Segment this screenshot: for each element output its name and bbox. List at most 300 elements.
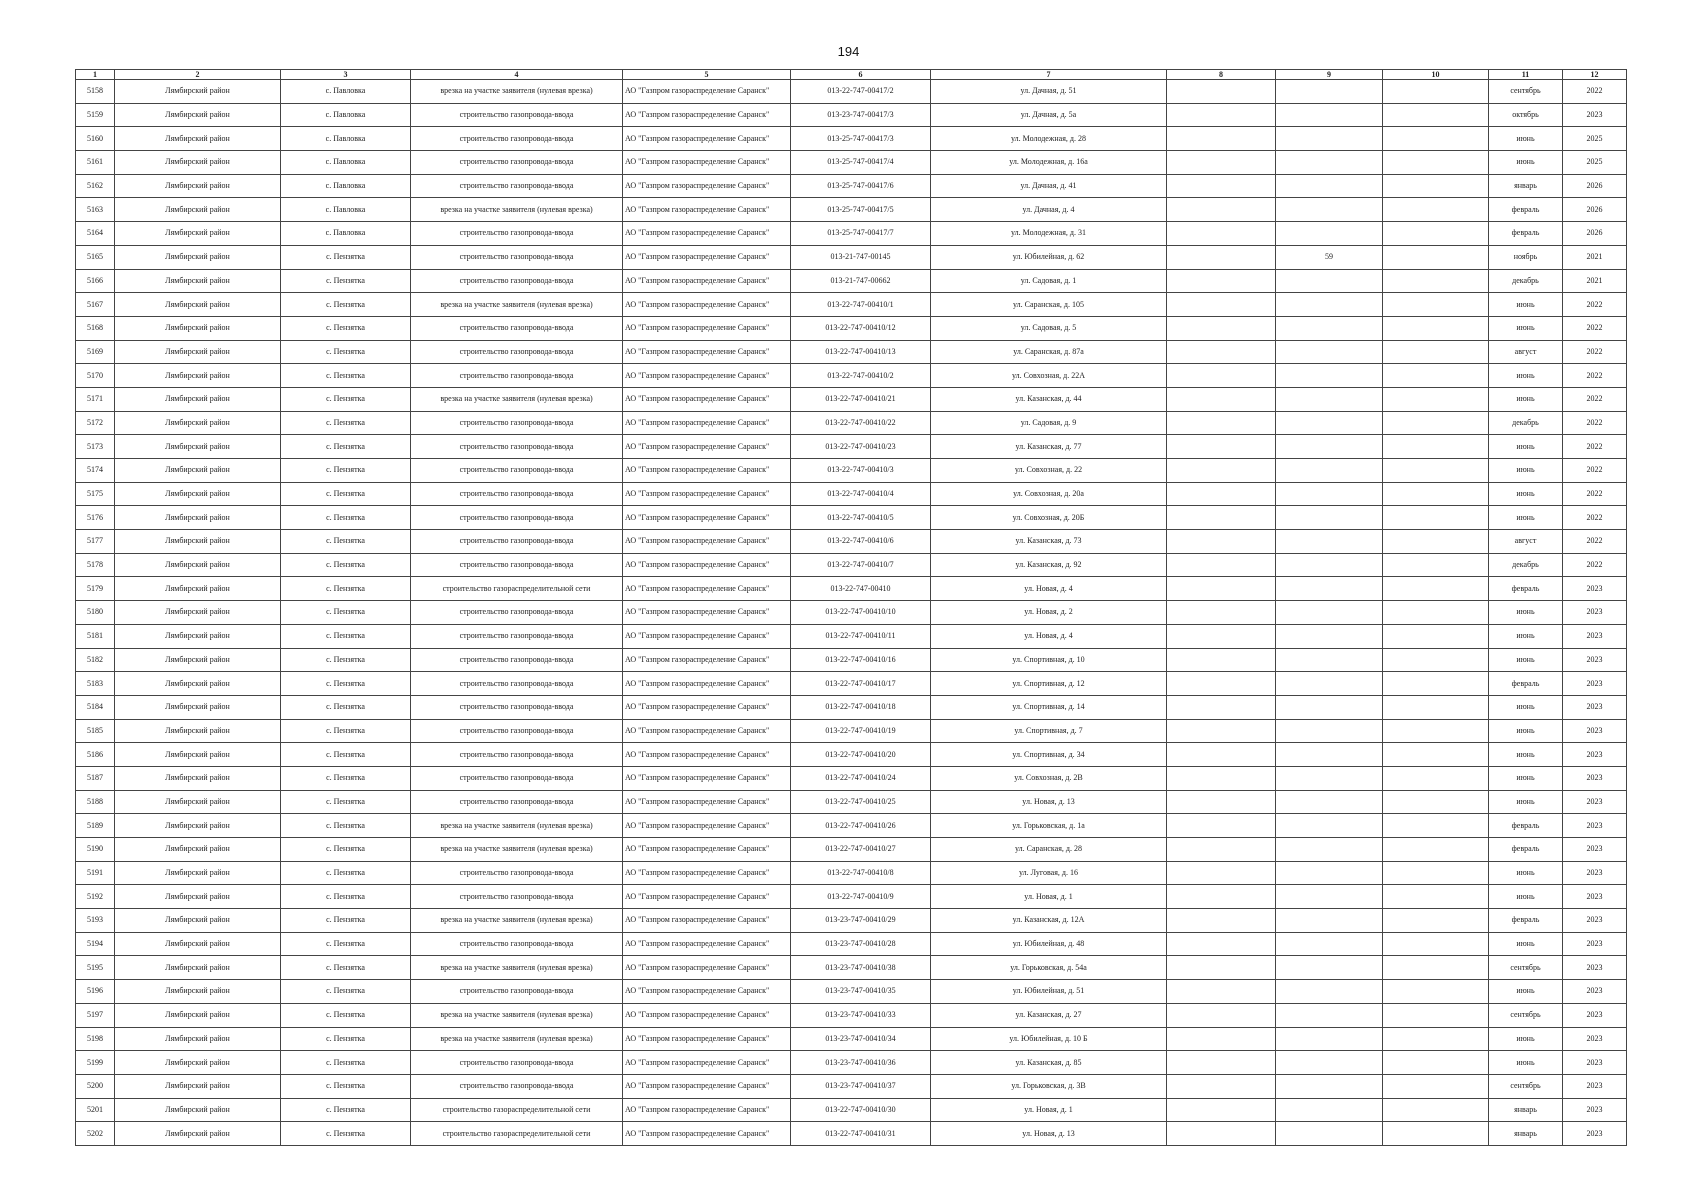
table-row [76, 790, 1627, 814]
table-cell-col-6: 013-25-747-00417/5 [791, 198, 931, 222]
table-cell-col-2: Лямбирский район [115, 1003, 281, 1027]
table-cell-col-8 [1167, 885, 1276, 909]
table-cell-col-12: 2023 [1563, 601, 1627, 625]
table-cell-col-11: июнь [1489, 506, 1563, 530]
table-cell-col-5: АО "Газпром газораспределение Саранск" [623, 506, 791, 530]
table-cell-col-3: с. Пензятка [281, 245, 411, 269]
table-cell-col-7: ул. Новая, д. 13 [931, 790, 1167, 814]
table-cell-col-12: 2025 [1563, 127, 1627, 151]
table-cell-col-2: Лямбирский район [115, 601, 281, 625]
table-cell-col-2: Лямбирский район [115, 695, 281, 719]
table-cell-col-8 [1167, 1098, 1276, 1122]
table-cell-col-4: строительство газопровода-ввода [411, 411, 623, 435]
registry-table [75, 69, 1627, 1146]
table-cell-col-11: сентябрь [1489, 1003, 1563, 1027]
table-cell-col-5: АО "Газпром газораспределение Саранск" [623, 814, 791, 838]
table-cell-col-1: 5181 [76, 624, 115, 648]
table-cell-col-1: 5167 [76, 293, 115, 317]
table-cell-col-10 [1383, 814, 1489, 838]
table-cell-col-2: Лямбирский район [115, 909, 281, 933]
column-header-1: 1 [76, 70, 115, 80]
table-cell-col-8 [1167, 1051, 1276, 1075]
table-cell-col-9 [1276, 269, 1383, 293]
table-cell-col-9 [1276, 885, 1383, 909]
table-cell-col-1: 5185 [76, 719, 115, 743]
table-row [76, 861, 1627, 885]
table-cell-col-5: АО "Газпром газораспределение Саранск" [623, 293, 791, 317]
table-cell-col-3: с. Пензятка [281, 435, 411, 459]
table-cell-col-2: Лямбирский район [115, 577, 281, 601]
table-cell-col-11: январь [1489, 1122, 1563, 1146]
table-cell-col-11: июнь [1489, 1027, 1563, 1051]
table-cell-col-3: с. Пензятка [281, 885, 411, 909]
table-cell-col-8 [1167, 245, 1276, 269]
table-row [76, 245, 1627, 269]
table-cell-col-10 [1383, 980, 1489, 1004]
table-cell-col-4: строительство газопровода-ввода [411, 624, 623, 648]
table-cell-col-1: 5166 [76, 269, 115, 293]
table-cell-col-4: строительство газопровода-ввода [411, 1074, 623, 1098]
table-cell-col-12: 2022 [1563, 530, 1627, 554]
table-cell-col-2: Лямбирский район [115, 506, 281, 530]
table-cell-col-6: 013-22-747-00410/19 [791, 719, 931, 743]
table-row [76, 695, 1627, 719]
table-cell-col-9: 59 [1276, 245, 1383, 269]
table-cell-col-12: 2022 [1563, 482, 1627, 506]
table-cell-col-3: с. Пензятка [281, 719, 411, 743]
table-cell-col-11: февраль [1489, 672, 1563, 696]
table-row [76, 411, 1627, 435]
table-cell-col-9 [1276, 459, 1383, 483]
table-cell-col-4: строительство газопровода-ввода [411, 127, 623, 151]
table-cell-col-1: 5197 [76, 1003, 115, 1027]
table-cell-col-12: 2023 [1563, 672, 1627, 696]
table-cell-col-4: строительство газопровода-ввода [411, 601, 623, 625]
table-cell-col-6: 013-22-747-00410 [791, 577, 931, 601]
table-cell-col-10 [1383, 530, 1489, 554]
table-cell-col-5: АО "Газпром газораспределение Саранск" [623, 80, 791, 104]
table-cell-col-12: 2023 [1563, 1074, 1627, 1098]
table-cell-col-6: 013-22-747-00410/23 [791, 435, 931, 459]
table-cell-col-1: 5179 [76, 577, 115, 601]
table-cell-col-3: с. Пензятка [281, 506, 411, 530]
table-cell-col-1: 5202 [76, 1122, 115, 1146]
table-cell-col-11: февраль [1489, 909, 1563, 933]
table-cell-col-12: 2023 [1563, 861, 1627, 885]
table-cell-col-7: ул. Спортивная, д. 12 [931, 672, 1167, 696]
table-cell-col-8 [1167, 932, 1276, 956]
table-cell-col-10 [1383, 624, 1489, 648]
table-cell-col-10 [1383, 198, 1489, 222]
table-cell-col-2: Лямбирский район [115, 245, 281, 269]
table-cell-col-5: АО "Газпром газораспределение Саранск" [623, 530, 791, 554]
table-cell-col-7: ул. Молодежная, д. 31 [931, 222, 1167, 246]
table-cell-col-2: Лямбирский район [115, 530, 281, 554]
table-cell-col-7: ул. Юбилейная, д. 48 [931, 932, 1167, 956]
table-row [76, 719, 1627, 743]
table-cell-col-11: июнь [1489, 601, 1563, 625]
table-cell-col-11: февраль [1489, 222, 1563, 246]
table-cell-col-6: 013-22-747-00410/12 [791, 316, 931, 340]
table-cell-col-2: Лямбирский район [115, 411, 281, 435]
table-cell-col-10 [1383, 1122, 1489, 1146]
table-cell-col-11: август [1489, 340, 1563, 364]
table-cell-col-9 [1276, 198, 1383, 222]
table-cell-col-2: Лямбирский район [115, 364, 281, 388]
table-cell-col-12: 2021 [1563, 269, 1627, 293]
table-cell-col-7: ул. Садовая, д. 1 [931, 269, 1167, 293]
table-cell-col-3: с. Пензятка [281, 648, 411, 672]
table-cell-col-6: 013-22-747-00410/17 [791, 672, 931, 696]
table-cell-col-1: 5168 [76, 316, 115, 340]
table-cell-col-7: ул. Горьковская, д. 54а [931, 956, 1167, 980]
table-cell-col-3: с. Пензятка [281, 956, 411, 980]
table-cell-col-11: июнь [1489, 127, 1563, 151]
table-cell-col-11: октябрь [1489, 103, 1563, 127]
table-cell-col-3: с. Пензятка [281, 980, 411, 1004]
table-cell-col-8 [1167, 956, 1276, 980]
table-cell-col-10 [1383, 127, 1489, 151]
table-cell-col-12: 2023 [1563, 1003, 1627, 1027]
table-cell-col-5: АО "Газпром газораспределение Саранск" [623, 980, 791, 1004]
table-cell-col-9 [1276, 814, 1383, 838]
table-cell-col-2: Лямбирский район [115, 838, 281, 862]
table-cell-col-11: август [1489, 530, 1563, 554]
table-cell-col-1: 5163 [76, 198, 115, 222]
table-cell-col-6: 013-22-747-00417/2 [791, 80, 931, 104]
table-row [76, 885, 1627, 909]
table-cell-col-2: Лямбирский район [115, 151, 281, 175]
table-cell-col-3: с. Павловка [281, 151, 411, 175]
table-cell-col-11: июнь [1489, 743, 1563, 767]
table-cell-col-6: 013-22-747-00410/6 [791, 530, 931, 554]
table-cell-col-4: строительство газопровода-ввода [411, 719, 623, 743]
table-cell-col-12: 2023 [1563, 1027, 1627, 1051]
table-cell-col-7: ул. Новая, д. 2 [931, 601, 1167, 625]
table-cell-col-12: 2022 [1563, 553, 1627, 577]
table-cell-col-4: врезка на участке заявителя (нулевая врезка) [411, 293, 623, 317]
table-cell-col-8 [1167, 1027, 1276, 1051]
table-cell-col-1: 5189 [76, 814, 115, 838]
table-row [76, 648, 1627, 672]
table-cell-col-1: 5180 [76, 601, 115, 625]
table-cell-col-11: январь [1489, 174, 1563, 198]
table-cell-col-1: 5161 [76, 151, 115, 175]
table-cell-col-3: с. Пензятка [281, 340, 411, 364]
table-cell-col-11: июнь [1489, 695, 1563, 719]
table-cell-col-2: Лямбирский район [115, 482, 281, 506]
table-row [76, 316, 1627, 340]
table-cell-col-11: июнь [1489, 719, 1563, 743]
table-cell-col-3: с. Пензятка [281, 861, 411, 885]
table-cell-col-9 [1276, 1051, 1383, 1075]
table-cell-col-3: с. Пензятка [281, 269, 411, 293]
table-cell-col-6: 013-22-747-00410/30 [791, 1098, 931, 1122]
table-row [76, 198, 1627, 222]
table-cell-col-8 [1167, 838, 1276, 862]
table-cell-col-12: 2023 [1563, 1122, 1627, 1146]
table-cell-col-3: с. Пензятка [281, 577, 411, 601]
table-cell-col-4: строительство газопровода-ввода [411, 364, 623, 388]
table-cell-col-11: июнь [1489, 885, 1563, 909]
table-row [76, 577, 1627, 601]
table-cell-col-1: 5165 [76, 245, 115, 269]
table-cell-col-11: июнь [1489, 861, 1563, 885]
table-cell-col-1: 5170 [76, 364, 115, 388]
table-cell-col-10 [1383, 316, 1489, 340]
table-row [76, 364, 1627, 388]
table-cell-col-10 [1383, 174, 1489, 198]
table-cell-col-4: строительство газопровода-ввода [411, 245, 623, 269]
table-cell-col-4: строительство газопровода-ввода [411, 885, 623, 909]
table-cell-col-8 [1167, 814, 1276, 838]
table-cell-col-4: строительство газопровода-ввода [411, 648, 623, 672]
table-cell-col-10 [1383, 790, 1489, 814]
table-cell-col-4: строительство газопровода-ввода [411, 743, 623, 767]
table-cell-col-12: 2022 [1563, 293, 1627, 317]
table-cell-col-9 [1276, 956, 1383, 980]
table-cell-col-12: 2023 [1563, 1051, 1627, 1075]
table-cell-col-6: 013-25-747-00417/3 [791, 127, 931, 151]
table-cell-col-9 [1276, 909, 1383, 933]
table-cell-col-6: 013-23-747-00410/35 [791, 980, 931, 1004]
table-cell-col-7: ул. Спортивная, д. 34 [931, 743, 1167, 767]
table-cell-col-6: 013-22-747-00410/24 [791, 766, 931, 790]
table-cell-col-4: строительство газопровода-ввода [411, 506, 623, 530]
table-cell-col-10 [1383, 387, 1489, 411]
table-cell-col-8 [1167, 790, 1276, 814]
table-cell-col-5: АО "Газпром газораспределение Саранск" [623, 743, 791, 767]
table-cell-col-11: ноябрь [1489, 245, 1563, 269]
table-cell-col-6: 013-23-747-00410/38 [791, 956, 931, 980]
table-cell-col-4: строительство газопровода-ввода [411, 316, 623, 340]
column-header-10: 10 [1383, 70, 1489, 80]
table-cell-col-7: ул. Садовая, д. 9 [931, 411, 1167, 435]
table-cell-col-6: 013-22-747-00410/10 [791, 601, 931, 625]
table-cell-col-2: Лямбирский район [115, 814, 281, 838]
table-cell-col-8 [1167, 198, 1276, 222]
table-cell-col-4: врезка на участке заявителя (нулевая врезка) [411, 956, 623, 980]
table-cell-col-4: строительство газопровода-ввода [411, 103, 623, 127]
table-row [76, 80, 1627, 104]
table-cell-col-7: ул. Саранская, д. 28 [931, 838, 1167, 862]
table-row [76, 1098, 1627, 1122]
table-cell-col-1: 5201 [76, 1098, 115, 1122]
table-cell-col-1: 5198 [76, 1027, 115, 1051]
table-cell-col-5: АО "Газпром газораспределение Саранск" [623, 624, 791, 648]
table-cell-col-7: ул. Казанская, д. 85 [931, 1051, 1167, 1075]
table-cell-col-5: АО "Газпром газораспределение Саранск" [623, 695, 791, 719]
table-cell-col-10 [1383, 80, 1489, 104]
table-cell-col-7: ул. Новая, д. 13 [931, 1122, 1167, 1146]
table-cell-col-7: ул. Дачная, д. 51 [931, 80, 1167, 104]
table-cell-col-2: Лямбирский район [115, 103, 281, 127]
table-cell-col-2: Лямбирский район [115, 174, 281, 198]
table-row [76, 1122, 1627, 1146]
table-cell-col-10 [1383, 411, 1489, 435]
table-row [76, 293, 1627, 317]
table-cell-col-3: с. Пензятка [281, 790, 411, 814]
table-cell-col-10 [1383, 340, 1489, 364]
table-cell-col-1: 5173 [76, 435, 115, 459]
table-cell-col-11: июнь [1489, 459, 1563, 483]
table-cell-col-10 [1383, 719, 1489, 743]
table-cell-col-8 [1167, 530, 1276, 554]
table-cell-col-9 [1276, 790, 1383, 814]
table-row [76, 530, 1627, 554]
table-cell-col-7: ул. Садовая, д. 5 [931, 316, 1167, 340]
table-cell-col-8 [1167, 364, 1276, 388]
table-cell-col-12: 2022 [1563, 506, 1627, 530]
table-cell-col-5: АО "Газпром газораспределение Саранск" [623, 577, 791, 601]
table-cell-col-6: 013-22-747-00410/27 [791, 838, 931, 862]
table-cell-col-6: 013-21-747-00145 [791, 245, 931, 269]
column-header-12: 12 [1563, 70, 1627, 80]
table-cell-col-6: 013-22-747-00410/5 [791, 506, 931, 530]
table-cell-col-2: Лямбирский район [115, 672, 281, 696]
table-cell-col-7: ул. Горьковская, д. 1а [931, 814, 1167, 838]
table-cell-col-12: 2022 [1563, 364, 1627, 388]
table-cell-col-9 [1276, 1122, 1383, 1146]
table-cell-col-9 [1276, 127, 1383, 151]
table-cell-col-5: АО "Газпром газораспределение Саранск" [623, 435, 791, 459]
table-cell-col-5: АО "Газпром газораспределение Саранск" [623, 861, 791, 885]
table-cell-col-12: 2023 [1563, 956, 1627, 980]
table-cell-col-3: с. Пензятка [281, 293, 411, 317]
column-header-4: 4 [411, 70, 623, 80]
table-cell-col-7: ул. Молодежная, д. 16а [931, 151, 1167, 175]
table-cell-col-1: 5160 [76, 127, 115, 151]
table-cell-col-11: сентябрь [1489, 80, 1563, 104]
table-cell-col-8 [1167, 435, 1276, 459]
table-cell-col-6: 013-22-747-00410/7 [791, 553, 931, 577]
table-cell-col-7: ул. Спортивная, д. 7 [931, 719, 1167, 743]
table-cell-col-7: ул. Спортивная, д. 14 [931, 695, 1167, 719]
table-cell-col-4: строительство газопровода-ввода [411, 435, 623, 459]
table-cell-col-8 [1167, 980, 1276, 1004]
table-cell-col-9 [1276, 980, 1383, 1004]
table-cell-col-8 [1167, 127, 1276, 151]
table-row [76, 222, 1627, 246]
table-cell-col-6: 013-22-747-00410/31 [791, 1122, 931, 1146]
table-cell-col-10 [1383, 577, 1489, 601]
table-cell-col-6: 013-22-747-00410/2 [791, 364, 931, 388]
table-cell-col-10 [1383, 932, 1489, 956]
table-cell-col-1: 5164 [76, 222, 115, 246]
table-cell-col-7: ул. Юбилейная, д. 51 [931, 980, 1167, 1004]
table-cell-col-4: строительство газопровода-ввода [411, 980, 623, 1004]
table-cell-col-7: ул. Новая, д. 1 [931, 885, 1167, 909]
table-cell-col-3: с. Пензятка [281, 624, 411, 648]
table-cell-col-5: АО "Газпром газораспределение Саранск" [623, 1098, 791, 1122]
table-cell-col-8 [1167, 482, 1276, 506]
table-cell-col-3: с. Павловка [281, 222, 411, 246]
table-cell-col-1: 5194 [76, 932, 115, 956]
table-cell-col-7: ул. Совхозная, д. 22А [931, 364, 1167, 388]
table-cell-col-10 [1383, 766, 1489, 790]
table-cell-col-7: ул. Совхозная, д. 20Б [931, 506, 1167, 530]
table-cell-col-1: 5184 [76, 695, 115, 719]
table-cell-col-7: ул. Совхозная, д. 20а [931, 482, 1167, 506]
table-cell-col-7: ул. Новая, д. 1 [931, 1098, 1167, 1122]
table-cell-col-4: врезка на участке заявителя (нулевая врезка) [411, 80, 623, 104]
table-cell-col-9 [1276, 932, 1383, 956]
table-cell-col-9 [1276, 1003, 1383, 1027]
table-cell-col-3: с. Пензятка [281, 411, 411, 435]
table-cell-col-9 [1276, 411, 1383, 435]
table-cell-col-12: 2023 [1563, 577, 1627, 601]
table-cell-col-2: Лямбирский район [115, 553, 281, 577]
table-cell-col-9 [1276, 601, 1383, 625]
table-cell-col-4: строительство газопровода-ввода [411, 766, 623, 790]
table-cell-col-3: с. Пензятка [281, 838, 411, 862]
table-cell-col-7: ул. Молодежная, д. 28 [931, 127, 1167, 151]
table-cell-col-6: 013-25-747-00417/7 [791, 222, 931, 246]
table-cell-col-12: 2022 [1563, 340, 1627, 364]
table-cell-col-12: 2026 [1563, 198, 1627, 222]
table-cell-col-2: Лямбирский район [115, 956, 281, 980]
table-cell-col-4: строительство газопровода-ввода [411, 222, 623, 246]
table-cell-col-10 [1383, 885, 1489, 909]
table-cell-col-9 [1276, 174, 1383, 198]
table-cell-col-9 [1276, 222, 1383, 246]
table-cell-col-8 [1167, 766, 1276, 790]
table-cell-col-12: 2022 [1563, 435, 1627, 459]
table-cell-col-8 [1167, 553, 1276, 577]
table-cell-col-11: сентябрь [1489, 956, 1563, 980]
table-cell-col-10 [1383, 553, 1489, 577]
table-cell-col-4: строительство газопровода-ввода [411, 932, 623, 956]
table-cell-col-8 [1167, 103, 1276, 127]
table-cell-col-5: АО "Газпром газораспределение Саранск" [623, 885, 791, 909]
table-row [76, 766, 1627, 790]
table-cell-col-7: ул. Казанская, д. 92 [931, 553, 1167, 577]
table-cell-col-6: 013-22-747-00410/9 [791, 885, 931, 909]
table-cell-col-7: ул. Луговая, д. 16 [931, 861, 1167, 885]
table-cell-col-1: 5174 [76, 459, 115, 483]
table-cell-col-4: строительство газопровода-ввода [411, 553, 623, 577]
table-cell-col-2: Лямбирский район [115, 459, 281, 483]
table-cell-col-4: строительство газопровода-ввода [411, 1051, 623, 1075]
table-cell-col-6: 013-22-747-00410/1 [791, 293, 931, 317]
table-cell-col-3: с. Пензятка [281, 387, 411, 411]
table-row [76, 387, 1627, 411]
table-cell-col-12: 2023 [1563, 932, 1627, 956]
table-cell-col-6: 013-23-747-00410/37 [791, 1074, 931, 1098]
table-cell-col-12: 2025 [1563, 151, 1627, 175]
table-cell-col-5: АО "Газпром газораспределение Саранск" [623, 151, 791, 175]
table-cell-col-12: 2026 [1563, 222, 1627, 246]
table-cell-col-7: ул. Совхозная, д. 2В [931, 766, 1167, 790]
table-cell-col-5: АО "Газпром газораспределение Саранск" [623, 174, 791, 198]
table-cell-col-8 [1167, 387, 1276, 411]
table-cell-col-5: АО "Газпром газораспределение Саранск" [623, 719, 791, 743]
table-cell-col-4: строительство газопровода-ввода [411, 482, 623, 506]
table-cell-col-12: 2023 [1563, 909, 1627, 933]
table-cell-col-5: АО "Газпром газораспределение Саранск" [623, 1027, 791, 1051]
table-row [76, 1027, 1627, 1051]
table-cell-col-12: 2022 [1563, 459, 1627, 483]
table-cell-col-4: строительство газопровода-ввода [411, 790, 623, 814]
table-cell-col-5: АО "Газпром газораспределение Саранск" [623, 482, 791, 506]
table-cell-col-11: июнь [1489, 435, 1563, 459]
table-cell-col-7: ул. Казанская, д. 12А [931, 909, 1167, 933]
table-cell-col-7: ул. Саранская, д. 105 [931, 293, 1167, 317]
table-cell-col-7: ул. Новая, д. 4 [931, 577, 1167, 601]
table-cell-col-1: 5182 [76, 648, 115, 672]
table-cell-col-1: 5193 [76, 909, 115, 933]
table-cell-col-6: 013-22-747-00410/18 [791, 695, 931, 719]
